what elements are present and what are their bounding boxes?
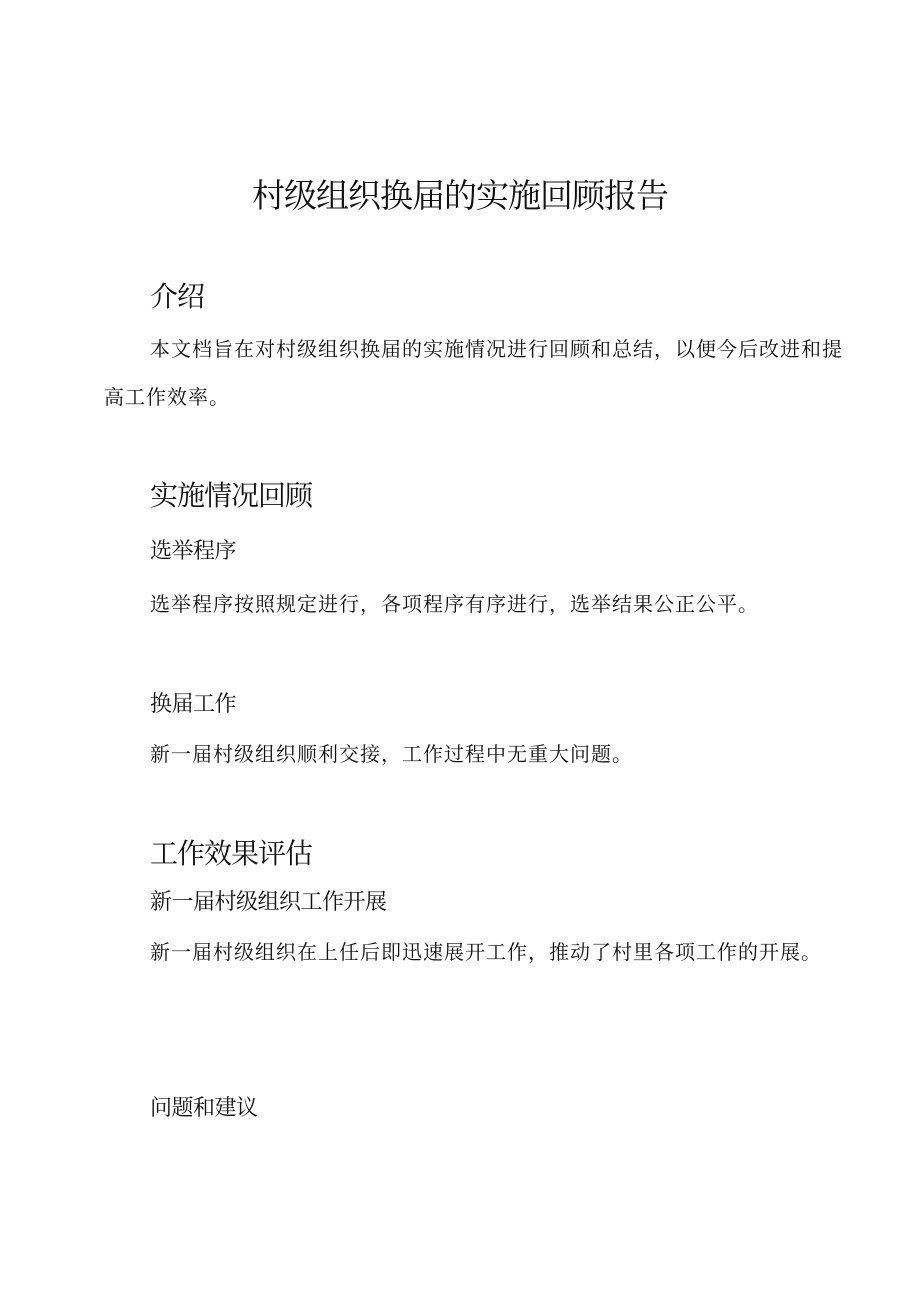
section-heading-intro: 介绍 xyxy=(150,280,205,313)
subsection-heading-election: 选举程序 xyxy=(150,539,237,564)
section-heading-review: 实施情况回顾 xyxy=(150,479,313,512)
document-title: 村级组织换届的实施回顾报告 xyxy=(252,176,668,215)
paragraph-intro: 本文档旨在对村级组织换届的实施情况进行回顾和总结，以便今后改进和提高工作效率。 xyxy=(104,337,843,409)
paragraph-progress: 新一届村级组织在上任后即迅速展开工作，推动了村里各项工作的开展。 xyxy=(150,940,822,964)
paragraph-election: 选举程序按照规定进行，各项程序有序进行，选举结果公正公平。 xyxy=(150,592,759,616)
subsection-heading-issues: 问题和建议 xyxy=(150,1096,258,1121)
subsection-heading-transition: 换届工作 xyxy=(150,692,237,717)
subsection-heading-progress: 新一届村级组织工作开展 xyxy=(150,890,387,915)
paragraph-transition: 新一届村级组织顺利交接，工作过程中无重大问题。 xyxy=(150,742,633,766)
section-heading-evaluation: 工作效果评估 xyxy=(150,837,313,870)
